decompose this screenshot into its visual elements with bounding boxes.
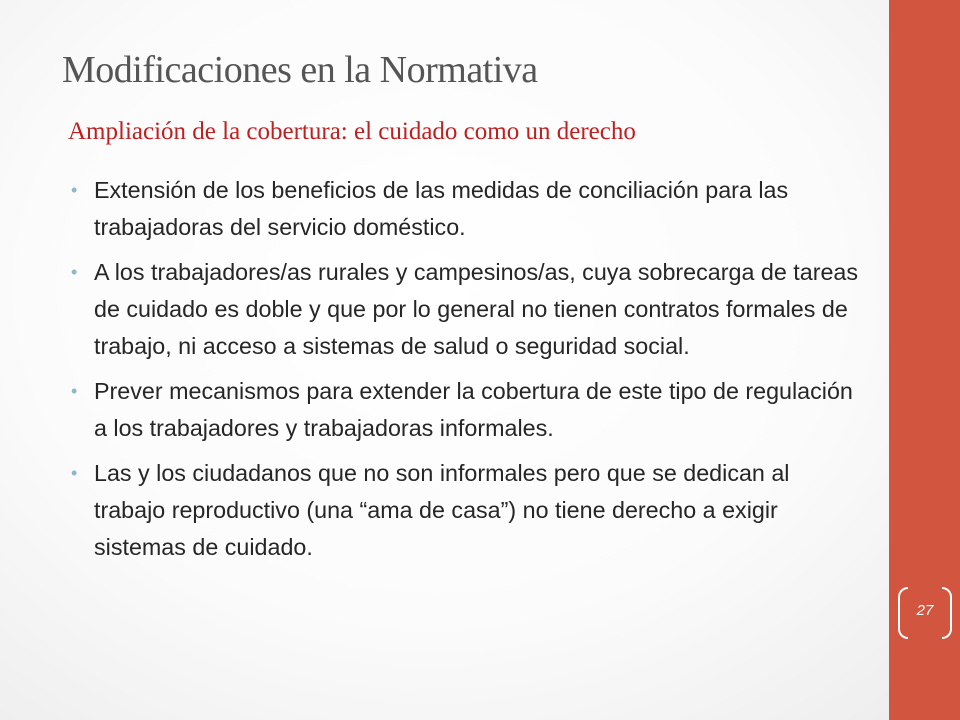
bullet-item: • A los trabajadores/as rurales y campesinos/as, cuya sobrecarga de tareas de cuidado es doble y que por lo general no tienen contratos formales de trabajo, ni acceso a sistemas de salud o seguridad social. [70,254,860,365]
bullet-list [70,172,860,574]
page-number-badge [898,587,952,637]
bullet-item: • Extensión de los beneficios de las medidas de conciliación para las trabajadoras del servicio doméstico. [70,172,860,246]
bullet-item: • Prever mecanismos para extender la cobertura de este tipo de regulación a los trabajadores y trabajadoras informales. [70,373,860,447]
slide-title: Modificaciones en la Normativa [62,49,538,91]
page-number: 27 [916,602,934,619]
slide-subtitle: Ampliación de la cobertura: el cuidado como un derecho [68,118,636,145]
bracket-right-icon [942,587,952,639]
bullet-item: • Las y los ciudadanos que no son informales pero que se dedican al trabajo reproductivo (una “ama de casa”) no tiene derecho a exigir sistemas de cuidado. [70,455,860,566]
